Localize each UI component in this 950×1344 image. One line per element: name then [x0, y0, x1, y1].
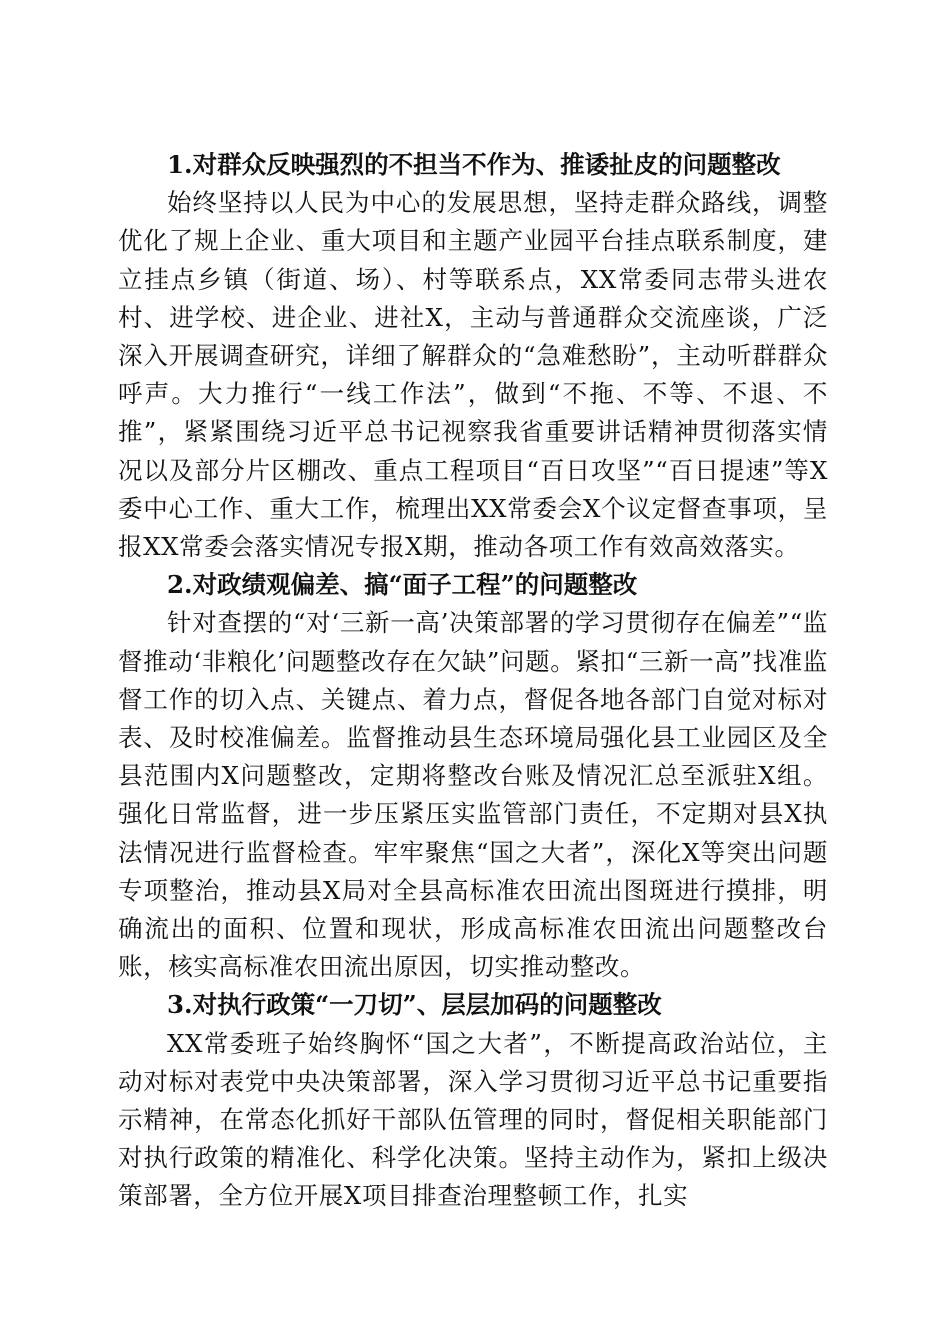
section-heading-2: 2.对政绩观偏差、搞“面子工程”的问题整改: [167, 570, 638, 600]
document-body: [118, 146, 828, 1216]
section-paragraph-1: 始终坚持以人民为中心的发展思想，坚持走群众路线，调整优化了规上企业、重大项目和主题产业园平台挂点联系制度，建立挂点乡镇（街道、场）、村等联系点，XX常委同志带头进农村、进学校、进企业、进社X，主动与普通群众交流座谈，广泛深入开展调查研究，详细了解群众的“急难愁盼”，主动听群群众呼声。大力推行“一线工作法”，做到“不拖、不等、不退、不推”，紧紧围绕习近平总书记视察我省重要讲话精神贯彻落实情况以及部分片区棚改、重点工程项目“百日攻坚”“百日提速”等X委中心工作、重大工作，梳理出XX常委会X个议定督查事项，呈报XX常委会落实情况专报X期，推动各项工作有效高效落实。: [118, 188, 828, 562]
section-heading-3: 3.对执行政策“一刀切”、层层加码的问题整改: [167, 990, 662, 1020]
section-heading-1: 1.对群众反映强烈的不担当不作为、推诿扯皮的问题整改: [167, 150, 781, 179]
section-paragraph-3: XX常委班子始终胸怀“国之大者”，不断提高政治站位，主动对标对表党中央决策部署，深入学习贯彻习近平总书记重要指示精神，在常态化抓好干部队伍管理的同时，督促相关职能部门对执行政策的精准化、科学化决策。坚持主动作为，紧扣上级决策部署，全方位开展X项目排查治理整顿工作，扎实: [118, 1028, 828, 1211]
section-paragraph-2: 针对查摆的“对‘三新一高’决策部署的学习贯彻存在偏差”“监督推动‘非粮化’问题整改存在欠缺”问题。紧扣“三新一高”找准监督工作的切入点、关键点、着力点，督促各地各部门自觉对标对表、及时校准偏差。监督推动县生态环境局强化县工业园区及全县范围内X问题整改，定期将整改台账及情况汇总至派驻X组。强化日常监督，进一步压紧压实监管部门责任，不定期对县X执法情况进行监督检查。牢牢聚焦“国之大者”，深化X等突出问题专项整治，推动县X局对全县高标准农田流出图斑进行摸排，明确流出的面积、位置和现状，形成高标准农田流出问题整改台账，核实高标准农田流出原因，切实推动整改。: [118, 608, 828, 982]
